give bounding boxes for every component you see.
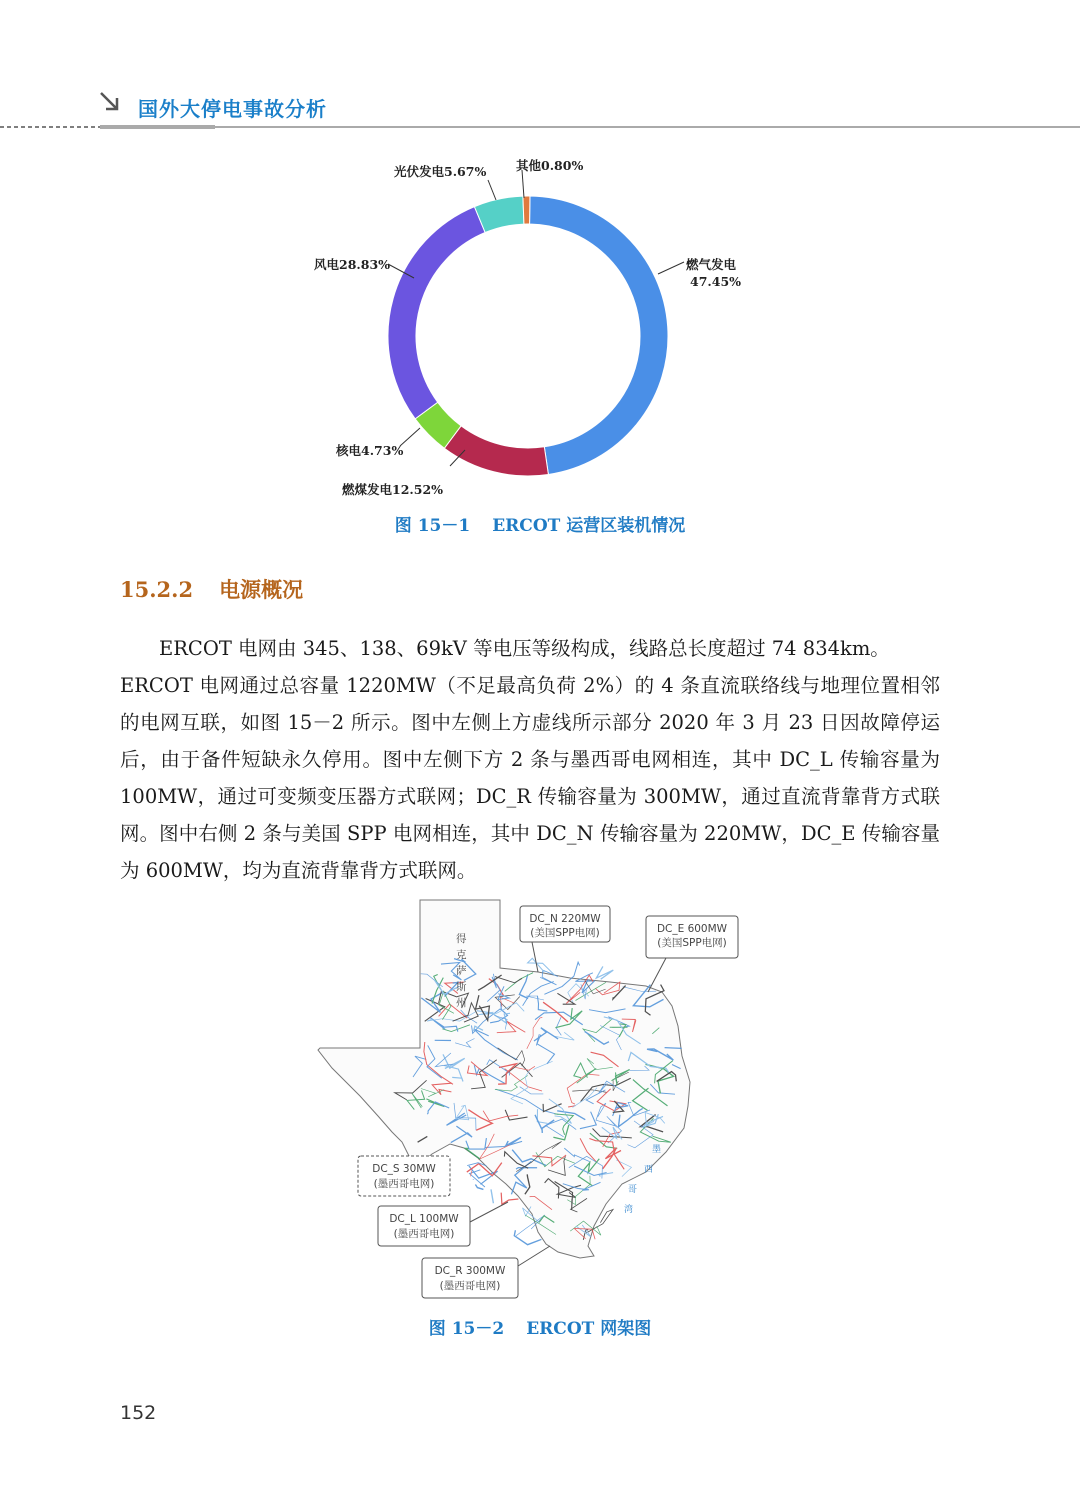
- svg-text:DC_R 300MW: DC_R 300MW: [434, 1265, 506, 1277]
- paragraph-2: ERCOT 电网通过总容量 1220MW（不足最高负荷 2%）的 4 条直流联络线与地理位置相邻的电网互联，如图 15－2 所示。图中左侧上方虚线所示部分 2020 年 3 月 23 日因故障停运后，由于备件短缺永久停用。图中左侧下方 2 条与墨西哥电网相连，其中 DC_L 传输容量为 100MW，通过可变频变压器方式联网；DC_R 传输容量为 300MW，通过直流背靠背方式联网。图中右侧 2 条与美国 SPP 电网相连，其中 DC_N 传输容量为 220MW，DC_E 传输容量为 600MW，均为直流背靠背方式联网。: [120, 674, 940, 882]
- figure2-caption-number: 图 15－2: [428, 1319, 505, 1339]
- header-rule: [0, 122, 1080, 132]
- slice-label-wind: [314, 257, 414, 278]
- svg-text:(墨西哥电网): (墨西哥电网): [373, 1178, 435, 1190]
- figure1-caption-number: 图 15－1: [394, 516, 471, 536]
- svg-text:墨: 墨: [652, 1145, 662, 1155]
- page-number: 152: [120, 1402, 157, 1424]
- grid-line: [470, 1170, 485, 1187]
- svg-text:(墨西哥电网): (墨西哥电网): [393, 1228, 455, 1240]
- grid-line: [665, 1048, 682, 1049]
- label-gas-value: 47.45%: [690, 274, 742, 289]
- paragraph-1: ERCOT 电网由 345、138、69kV 等电压等级构成，线路总长度超过 74 834km。: [159, 637, 890, 660]
- ercot-grid-map: [310, 896, 750, 1308]
- donut-slice-0: [530, 196, 668, 474]
- svg-text:DC_S 30MW: DC_S 30MW: [372, 1163, 436, 1175]
- svg-text:DC_N 220MW: DC_N 220MW: [529, 913, 601, 925]
- svg-text:西: 西: [644, 1165, 654, 1175]
- corner-arrow-icon: [98, 90, 122, 114]
- svg-text:斯: 斯: [456, 981, 467, 993]
- donut-slice-3: [388, 207, 485, 419]
- label-other: 其他0.80%: [516, 158, 584, 173]
- callout-dc-e: [646, 916, 738, 992]
- slice-label-solar: [394, 164, 496, 200]
- state-label: [456, 933, 467, 1009]
- callout-dc-n: [520, 906, 610, 972]
- svg-text:湾: 湾: [624, 1205, 634, 1215]
- grid-line: [596, 966, 613, 979]
- svg-text:萨: 萨: [456, 965, 467, 977]
- donut-slice-5: [523, 196, 530, 224]
- slice-label-other: [516, 158, 583, 198]
- svg-text:(墨西哥电网): (墨西哥电网): [439, 1280, 501, 1292]
- label-coal: 燃煤发电12.52%: [342, 482, 444, 497]
- section-number: 15.2.2: [120, 577, 194, 602]
- svg-text:DC_L 100MW: DC_L 100MW: [389, 1213, 459, 1225]
- section-title: 电源概况: [219, 577, 304, 602]
- slice-label-nuclear: [335, 428, 420, 458]
- slice-label-gas: [658, 257, 741, 289]
- svg-text:(美国SPP电网): (美国SPP电网): [657, 937, 727, 949]
- svg-text:克: 克: [456, 949, 467, 961]
- label-solar: 光伏发电5.67%: [394, 164, 487, 179]
- label-gas-name: 燃气发电: [686, 257, 737, 272]
- grid-line: [491, 1189, 493, 1203]
- callout-dc-l: [378, 1202, 508, 1246]
- callout-dc-r: [422, 1246, 550, 1298]
- label-nuclear: 核电4.73%: [336, 443, 404, 458]
- svg-text:(美国SPP电网): (美国SPP电网): [530, 927, 600, 939]
- svg-text:州: 州: [456, 997, 467, 1009]
- svg-text:得: 得: [456, 933, 467, 945]
- callout-dc-s: [358, 1156, 450, 1196]
- figure1-caption: [0, 511, 1080, 536]
- figure2-caption-text: ERCOT 网架图: [526, 1319, 652, 1339]
- figure2-caption: [0, 1314, 1080, 1339]
- running-header-title: 国外大停电事故分析: [138, 97, 327, 121]
- body-text: [120, 630, 940, 889]
- label-wind: 风电28.83%: [314, 257, 391, 272]
- figure1-caption-text: ERCOT 运营区装机情况: [492, 516, 686, 536]
- donut-chart: [300, 150, 780, 510]
- section-heading: [120, 574, 303, 604]
- donut-slice-1: [444, 426, 548, 476]
- grid-line: [514, 1230, 541, 1245]
- svg-text:DC_E 600MW: DC_E 600MW: [656, 923, 728, 935]
- svg-text:哥: 哥: [628, 1185, 638, 1195]
